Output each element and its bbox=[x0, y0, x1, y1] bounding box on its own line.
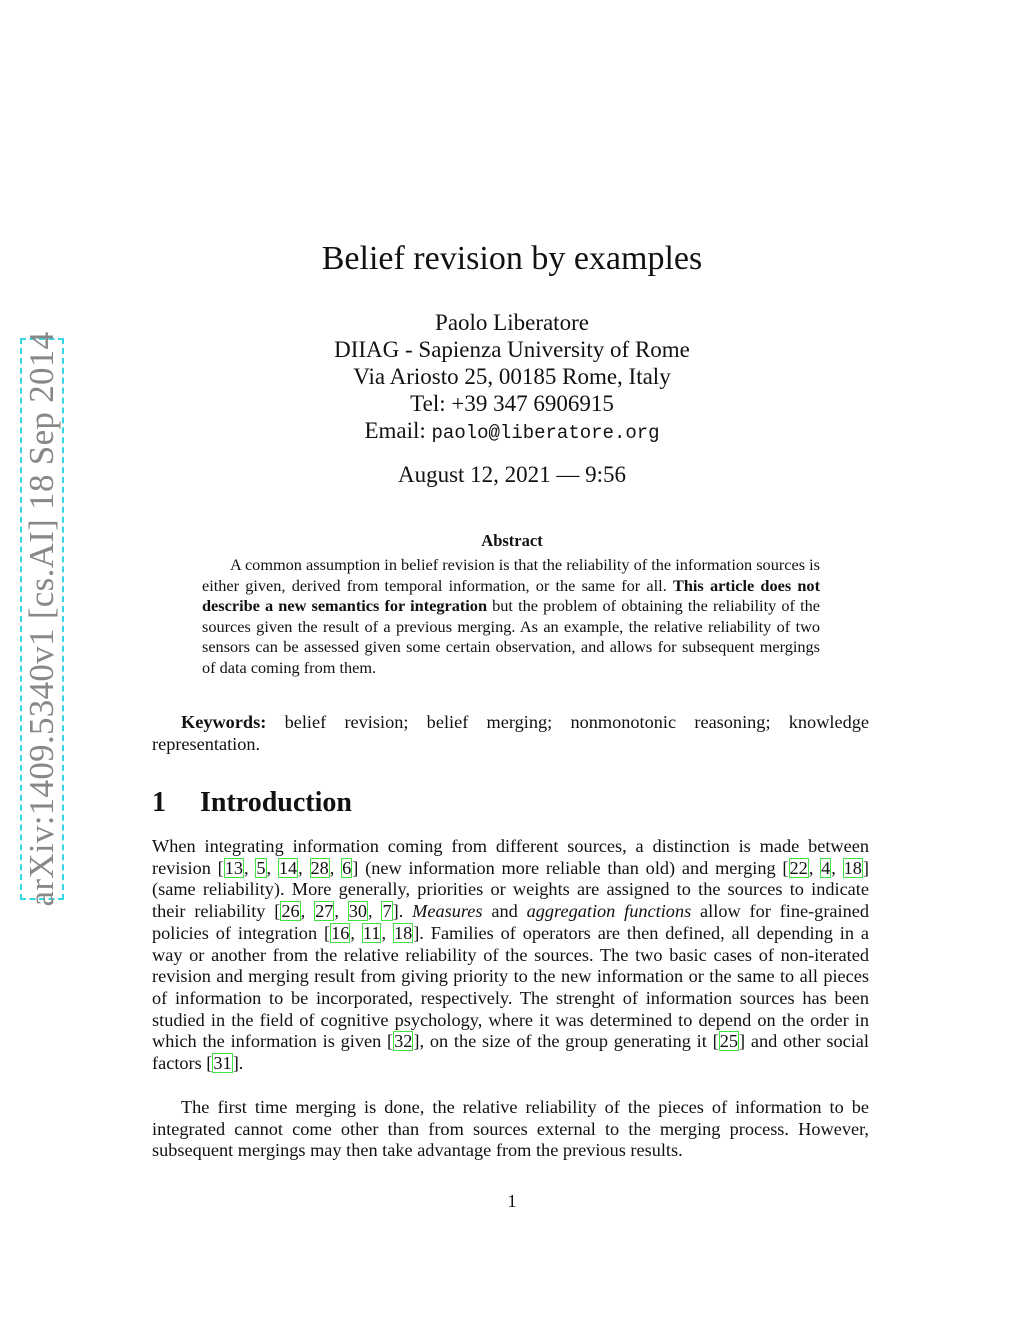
citation-link[interactable]: 30 bbox=[348, 901, 368, 922]
abstract-heading: Abstract bbox=[481, 531, 543, 550]
keywords-label: Keywords: bbox=[181, 712, 267, 732]
citation-link[interactable]: 4 bbox=[821, 857, 831, 878]
intro-text: ] (new information more reliable than old) and merging [ bbox=[352, 857, 789, 878]
abstract-text-bold: This article does not describe a new semantics for integration bbox=[202, 575, 820, 615]
author-affiliation: DIIAG - Sapienza University of Rome bbox=[334, 337, 690, 362]
author-address: Via Ariosto 25, 00185 Rome, Italy bbox=[353, 364, 671, 389]
italic-term: aggregation functions bbox=[526, 901, 692, 922]
section-heading bbox=[152, 787, 352, 819]
citation-link[interactable]: 27 bbox=[315, 901, 334, 922]
abstract-text bbox=[202, 555, 820, 678]
author-email-line bbox=[0, 417, 1024, 447]
intro-paragraph-1: When integrating information coming from different sources, a distinction is made between revision [13, 5, 14, 28, 6] (new information more reliable than old) and merging [22, 4, 18] (same reliability). More generally, priorities or weights are assigned to the sources to indicate their reliability [26, 27, 30, 7]. Measures and aggregation functions allow for fine-grained policies of integration [16, 11, 18]. Families of operators are then defined, all depending in a way or another from the relative reliability of the sources. The two basic cases of non-iterated revision and merging result from giving priority to the new information or the same to all pieces of information to be incorporated, respectively. The strenght of information sources has been studied in the field of cognitive psychology, where it was determined to depend on the order in which the information is given [32], on the size of the group generating it [25] and other social factors [31]. bbox=[152, 836, 870, 1074]
citation-link[interactable]: 14 bbox=[278, 857, 298, 878]
intro-text: ] and other social factors [ bbox=[152, 1031, 870, 1074]
citation-link[interactable]: 11 bbox=[362, 922, 381, 943]
section-title: Introduction bbox=[200, 787, 352, 818]
author-tel: Tel: +39 347 6906915 bbox=[410, 391, 614, 416]
citation-link[interactable]: 18 bbox=[393, 922, 413, 943]
citation-link[interactable]: 22 bbox=[789, 857, 808, 878]
author-name: Paolo Liberatore bbox=[435, 310, 589, 335]
citation-link[interactable]: 31 bbox=[213, 1053, 232, 1074]
intro-text: ] (same reliability). More generally, priorities or weights are assigned to the sources to indicate their reliability [ bbox=[152, 857, 870, 922]
abstract-text-1: A common assumption in belief revision is that the reliability of the information sources is either given, derived from temporal information, or the same for all. bbox=[202, 555, 820, 595]
email-address[interactable]: paolo@liberatore.org bbox=[431, 422, 660, 444]
abstract-text-2: but the problem of obtaining the reliability of the sources given the result of a previous merging. As an example, the relative reliability of two sensors can be assessed given some certain observation, and allows for subsequent mergings of data coming from them. bbox=[202, 596, 820, 677]
section-number: 1 bbox=[152, 787, 166, 818]
citation-link[interactable]: 25 bbox=[719, 1031, 738, 1052]
citation-link[interactable]: 28 bbox=[310, 857, 329, 878]
intro-text: ], on the size of the group generating it [ bbox=[413, 1031, 719, 1052]
page-number: 1 bbox=[507, 1191, 517, 1211]
intro-text: ]. bbox=[232, 1053, 244, 1074]
intro-text: ]. bbox=[392, 901, 413, 922]
paper-title: Belief revision by examples bbox=[321, 240, 703, 277]
citation-link[interactable]: 18 bbox=[843, 857, 862, 878]
italic-term: Measures bbox=[412, 901, 483, 922]
arxiv-stamp: arXiv:1409.5340v1 [cs.AI] 18 Sep 2014 bbox=[22, 331, 61, 907]
intro-paragraph-2: The first time merging is done, the relative reliability of the pieces of information to be integrated cannot come other than from sources external to the merging process. However, subsequent mergings may then take advantage from the previous results. bbox=[152, 1097, 869, 1161]
citation-link[interactable]: 7 bbox=[382, 901, 392, 922]
intro-text: and bbox=[482, 901, 527, 922]
keywords-text: belief revision; belief merging; nonmonotonic reasoning; knowledge representation. bbox=[152, 712, 869, 754]
intro-text: ]. Families of operators are then defined, all depending in a way or another from the relative reliability of the sources. The two basic cases of non-iterated revision and merging result from giving priority to the new information or the same to all pieces of information to be incorporated, respectively. The strenght of information sources has been studied in the field of cognitive psychology, where it was determined to depend on the order in which the information is given [ bbox=[152, 922, 870, 1052]
paper-date: August 12, 2021 — 9:56 bbox=[397, 462, 627, 487]
citation-link[interactable]: 26 bbox=[281, 901, 300, 922]
keywords bbox=[152, 711, 869, 755]
intro-text: allow for fine-grained policies of integration [ bbox=[152, 901, 870, 943]
author-block bbox=[0, 309, 1024, 447]
citation-link[interactable]: 6 bbox=[342, 857, 352, 878]
email-label: Email: bbox=[364, 418, 426, 443]
intro-text: When integrating information coming from different sources, a distinction is made between revision [ bbox=[152, 836, 869, 878]
citation-link[interactable]: 32 bbox=[394, 1031, 413, 1052]
citation-link[interactable]: 16 bbox=[331, 922, 350, 943]
citation-link[interactable]: 5 bbox=[256, 857, 266, 878]
citation-link[interactable]: 13 bbox=[224, 857, 244, 878]
